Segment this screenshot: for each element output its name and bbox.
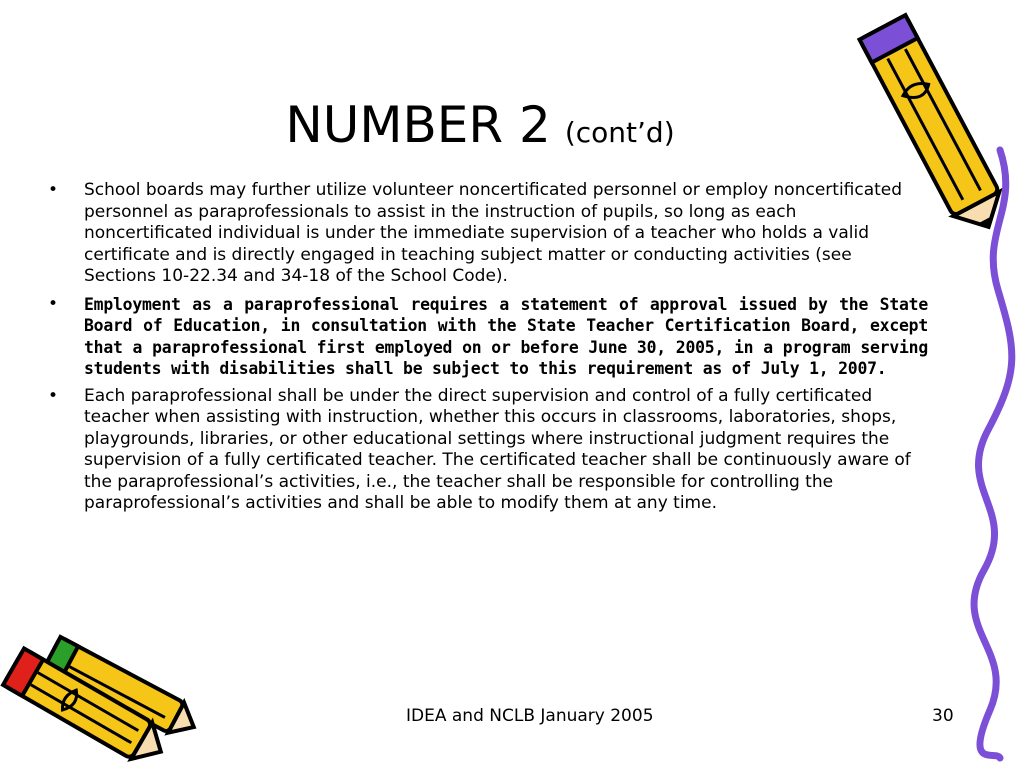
bullet-glyph: •: [48, 385, 59, 406]
pencil-icon: [0, 636, 170, 766]
title-main: NUMBER 2: [285, 96, 551, 154]
bullet-text: School boards may further utilize volunteer noncertificated personnel or employ noncertificated personnel as paraprofessionals to assist in the instruction of pupils, so long as each noncertificated individual is under the immediate supervision of a teacher who holds a valid certificate and is directly engaged in teaching subject matter or conducting activities (see Sections 10-22.34 and 34-18 of the School Code).: [84, 180, 903, 286]
footer-text: IDEA and NCLB January 2005: [406, 706, 654, 726]
page-number: 30: [932, 706, 954, 726]
bullet-item-bold: [48, 294, 928, 380]
bullet-text: Each paraprofessional shall be under the direct supervision and control of a fully certificated teacher when assisting with instruction, whether this occurs in classrooms, laboratories, shops, playgrounds, libraries, or other educational settings where instructional judgment requires the supervision of a fully certificated teacher. The certificated teacher shall be continuously aware of the paraprofessional’s activities, i.e., the teacher shall be responsible for controlling the paraprofessional’s activities and shall be able to modify them at any time.: [84, 385, 911, 513]
bullet-list: [48, 180, 928, 521]
bullet-item: [48, 386, 928, 515]
bullet-glyph: •: [48, 293, 59, 314]
title-suffix: (cont’d): [564, 116, 675, 149]
slide-title: [0, 96, 960, 154]
bullet-glyph: •: [48, 180, 59, 200]
squiggle-line: [960, 150, 1024, 760]
bullet-text: Employment as a paraprofessional requires a statement of approval issued by the State Board of Education, in consultation with the State Teacher Certification Board, except that a paraprofessional first employed on or before June 30, 2005, in a program serving students with disabilities shall be subject to this requirement as of July 1, 2007.: [84, 294, 928, 378]
bullet-item: [48, 180, 928, 288]
